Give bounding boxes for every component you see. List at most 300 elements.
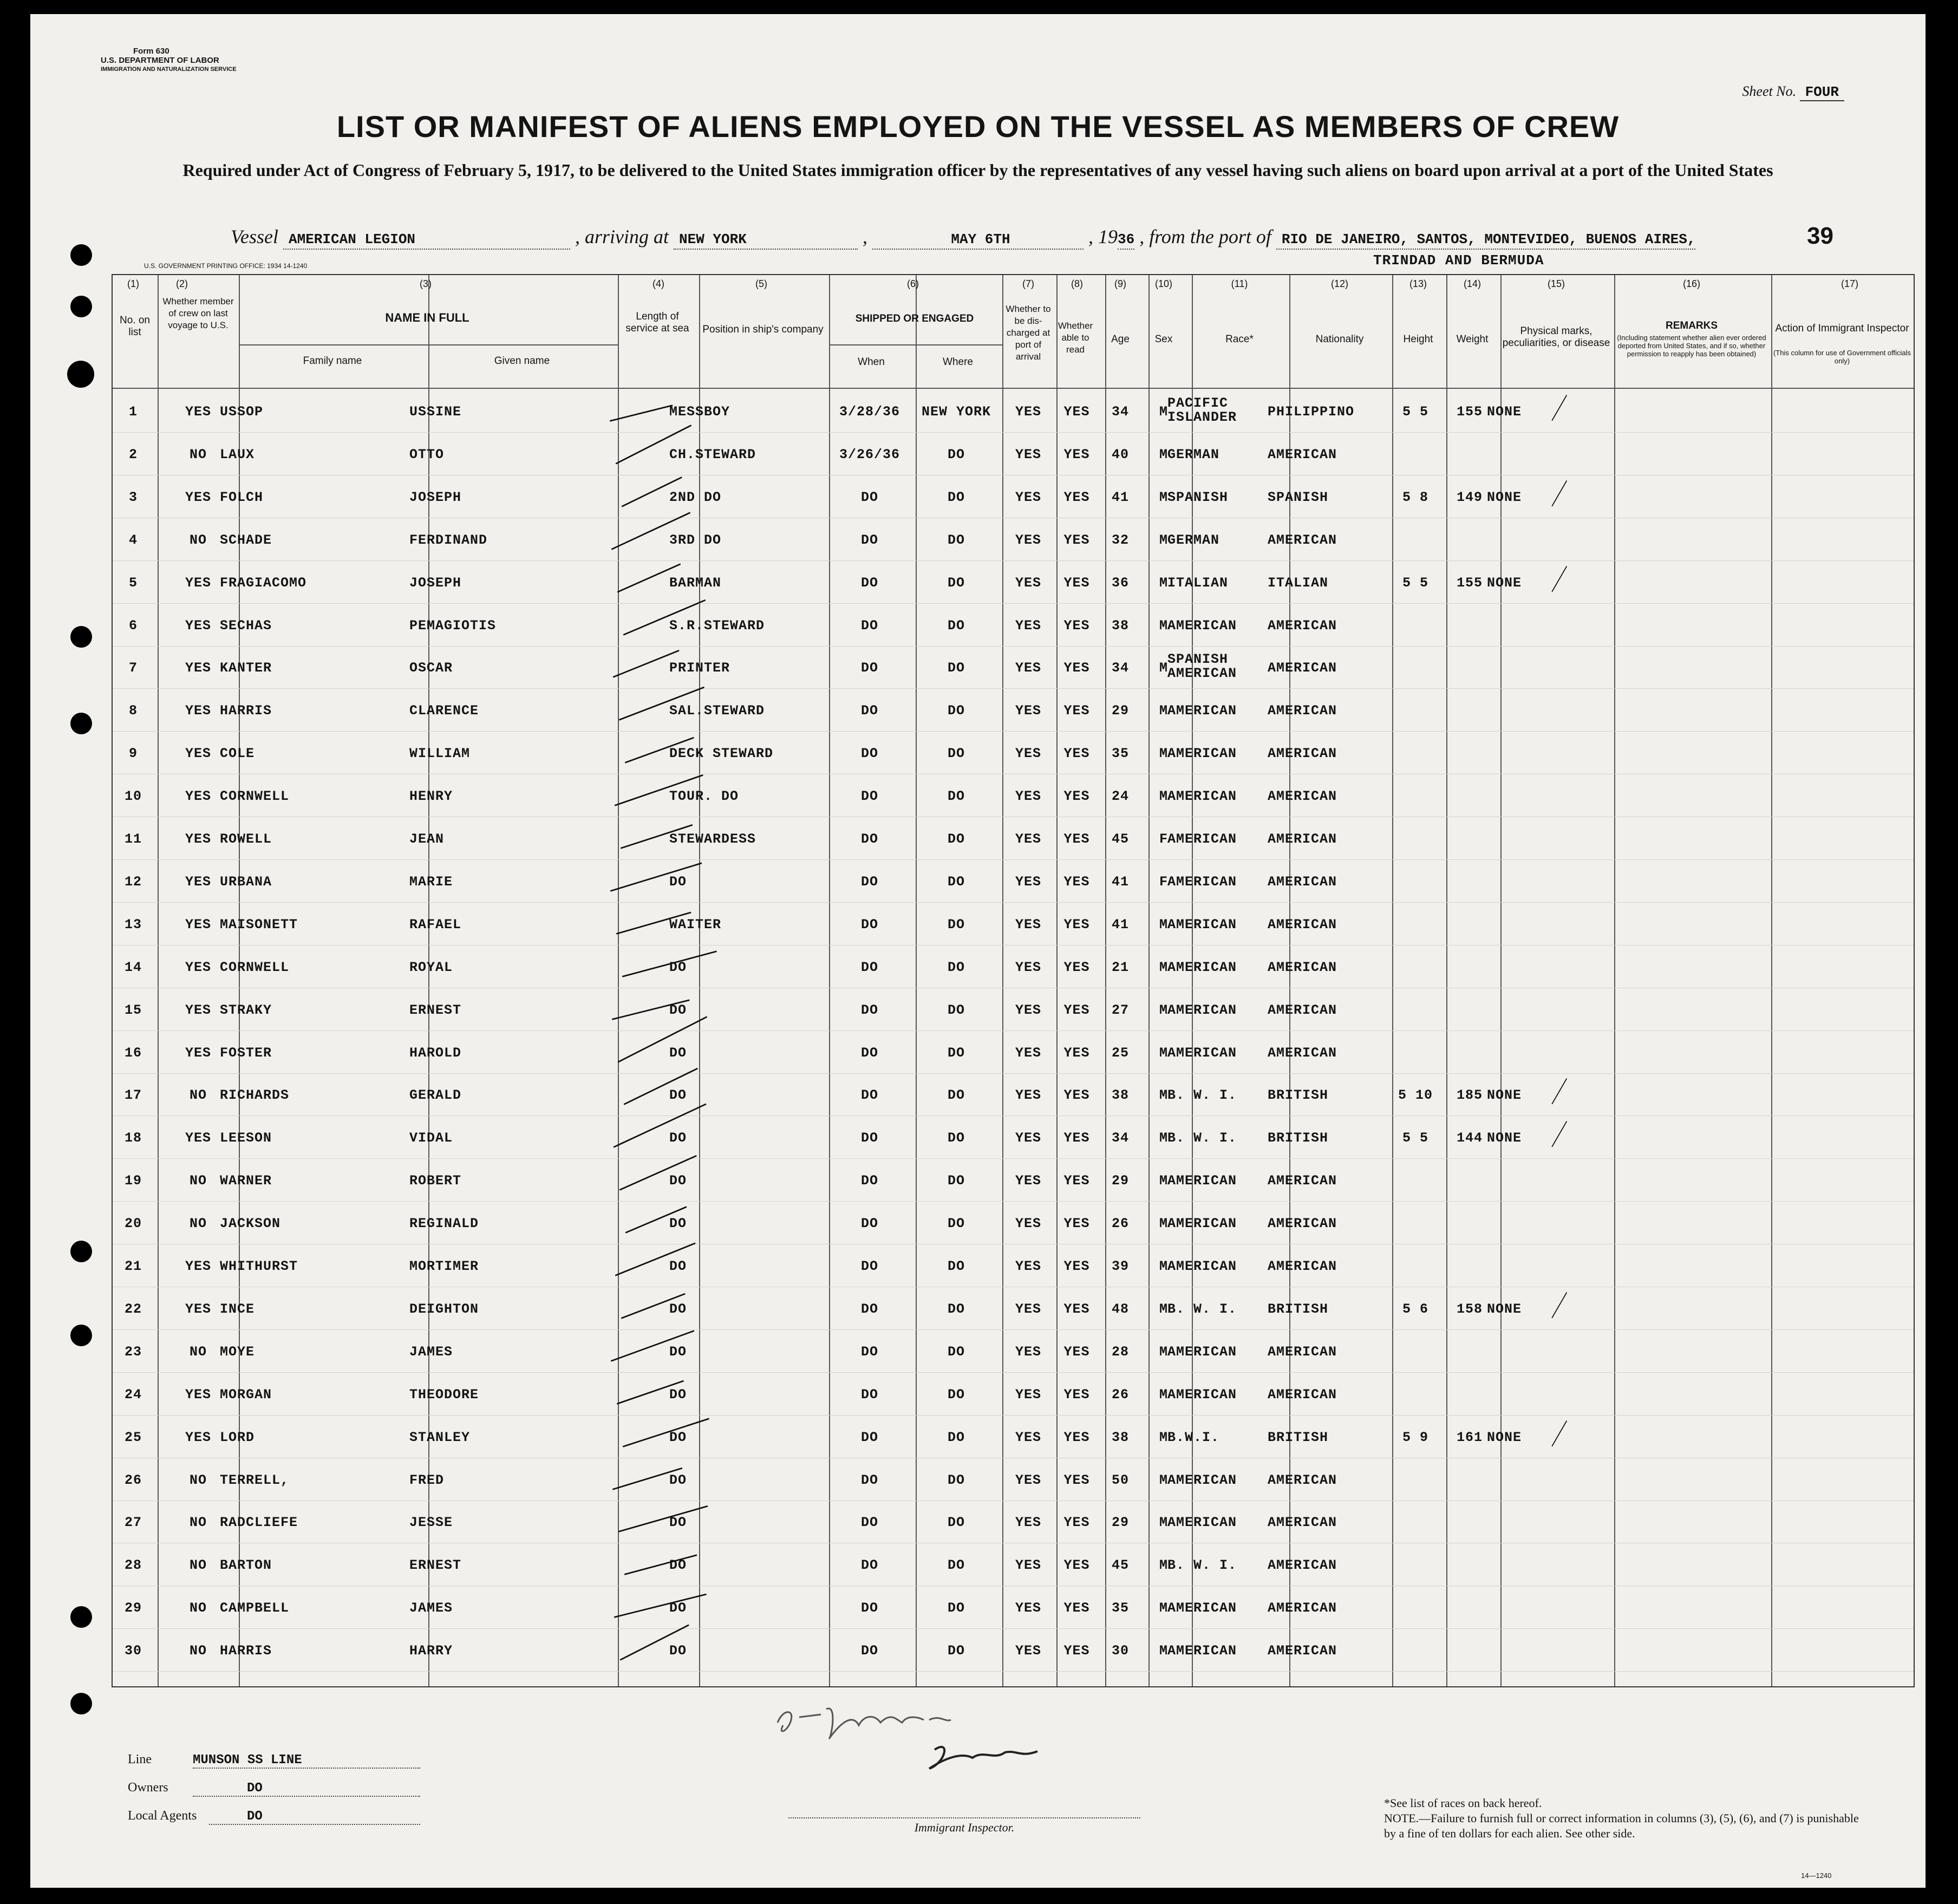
- cell-age: 34: [1111, 660, 1129, 676]
- cell-where: DO: [947, 788, 965, 805]
- row-rule: [113, 1073, 1914, 1074]
- cell-race: GERMAN: [1167, 532, 1220, 548]
- cell-no: 6: [128, 617, 138, 634]
- agents-label: Local Agents: [128, 1809, 197, 1823]
- printer-line: U.S. GOVERNMENT PRINTING OFFICE: 1934 14-1240: [144, 262, 308, 270]
- cell-age: 41: [1111, 489, 1129, 505]
- cell-sex: M: [1159, 1130, 1168, 1146]
- cell-no: 13: [124, 916, 142, 933]
- cell-read: YES: [1063, 703, 1090, 719]
- cell-when: DO: [860, 1643, 878, 1659]
- cell-race: AMERICAN: [1167, 788, 1237, 805]
- cell-family: COLE: [220, 746, 255, 762]
- owners-row: [128, 1781, 420, 1797]
- cell-sex: M: [1159, 1087, 1168, 1104]
- hdr-discharged: Whether to be dis-charged at port of arrival: [1006, 304, 1051, 362]
- cell-read: YES: [1063, 1301, 1090, 1317]
- cell-given: HARRY: [409, 1643, 453, 1659]
- cell-voyage: NO: [189, 1643, 207, 1659]
- cell-where: DO: [947, 660, 965, 676]
- cell-race: B. W. I.: [1167, 1301, 1237, 1317]
- cell-given: OSCAR: [409, 660, 453, 676]
- cell-no: 14: [124, 959, 142, 975]
- cell-voyage: YES: [185, 788, 211, 805]
- cell-voyage: YES: [185, 1045, 211, 1061]
- cell-voyage: YES: [185, 1429, 211, 1445]
- cell-sex: F: [1159, 873, 1168, 890]
- cell-where: DO: [947, 1515, 965, 1531]
- cell-discharged: YES: [1015, 1643, 1041, 1659]
- row-rule: [113, 688, 1914, 689]
- cell-sex: M: [1159, 1173, 1168, 1189]
- cell-family: WHITHURST: [220, 1259, 298, 1274]
- cell-marks: NONE: [1487, 404, 1522, 420]
- cell-race: AMERICAN: [1167, 1386, 1237, 1403]
- hdr-race: Race*: [1225, 334, 1254, 345]
- cell-discharged: YES: [1015, 404, 1041, 420]
- cell-voyage: YES: [185, 831, 211, 847]
- cell-no: 20: [124, 1216, 142, 1232]
- cell-no: 30: [124, 1643, 142, 1659]
- cell-read: YES: [1063, 617, 1090, 634]
- cell-read: YES: [1063, 873, 1090, 890]
- cell-family: JACKSON: [220, 1216, 281, 1232]
- cell-where: DO: [947, 703, 965, 719]
- cell-race: AMERICAN: [1167, 1173, 1237, 1189]
- cell-no: 23: [124, 1344, 142, 1360]
- cell-nationality: AMERICAN: [1268, 1216, 1337, 1232]
- cell-position: S.R.STEWARD: [669, 617, 765, 634]
- col-number: (15): [1547, 278, 1565, 289]
- cell-position: WAITER: [669, 916, 722, 933]
- cell-where: DO: [947, 532, 965, 548]
- cell-nationality: AMERICAN: [1268, 1386, 1337, 1403]
- cell-voyage: YES: [185, 1002, 211, 1018]
- cell-marks: NONE: [1487, 1429, 1522, 1445]
- year-prefix: , 19: [1088, 226, 1118, 247]
- cell-age: 26: [1111, 1216, 1129, 1232]
- cell-race: AMERICAN: [1167, 1259, 1237, 1274]
- cell-no: 29: [124, 1600, 142, 1616]
- cell-race: SPANISH AMERICAN: [1167, 651, 1237, 682]
- cell-where: DO: [947, 1045, 965, 1061]
- punch-hole: [70, 296, 92, 317]
- owners-value: DO: [193, 1781, 420, 1797]
- hdr-sex: Sex: [1154, 334, 1173, 345]
- cell-discharged: YES: [1015, 1301, 1041, 1317]
- cell-race: AMERICAN: [1167, 916, 1237, 933]
- row-rule: [113, 1372, 1914, 1373]
- cell-when: DO: [860, 1472, 878, 1488]
- cell-given: WILLIAM: [409, 746, 471, 762]
- cell-sex: M: [1159, 1002, 1168, 1018]
- cell-when: DO: [860, 1429, 878, 1445]
- cell-height: 5 5: [1402, 404, 1428, 420]
- cell-given: HENRY: [409, 788, 453, 805]
- line-label: Line: [128, 1752, 152, 1766]
- row-rule: [113, 731, 1914, 732]
- row-rule: [113, 560, 1914, 561]
- punch-hole: [70, 1241, 92, 1262]
- cell-when: DO: [860, 660, 878, 676]
- cell-race: ITALIAN: [1167, 575, 1229, 591]
- cell-voyage: YES: [185, 489, 211, 505]
- line-row: [128, 1752, 420, 1769]
- cell-race: AMERICAN: [1167, 1643, 1237, 1659]
- cell-when: DO: [860, 1002, 878, 1018]
- cell-age: 32: [1111, 532, 1129, 548]
- cell-no: 12: [124, 873, 142, 890]
- cell-marks: NONE: [1487, 575, 1522, 591]
- cell-no: 15: [124, 1002, 142, 1018]
- cell-family: CAMPBELL: [220, 1600, 290, 1616]
- cell-read: YES: [1063, 1002, 1090, 1018]
- cell-given: JEAN: [409, 831, 445, 847]
- department: U.S. DEPARTMENT OF LABOR: [101, 56, 219, 65]
- col-number: (7): [1022, 278, 1034, 289]
- cell-race: AMERICAN: [1167, 746, 1237, 762]
- cell-no: 25: [124, 1429, 142, 1445]
- cell-read: YES: [1063, 660, 1090, 676]
- cell-no: 7: [128, 660, 138, 676]
- cell-family: SECHAS: [220, 617, 272, 634]
- cell-family: URBANA: [220, 873, 272, 890]
- cell-voyage: YES: [185, 575, 211, 591]
- cell-age: 21: [1111, 959, 1129, 975]
- cell-sex: M: [1159, 1515, 1168, 1531]
- cell-read: YES: [1063, 916, 1090, 933]
- page-number: 39: [1807, 223, 1833, 249]
- cell-position: DO: [669, 1002, 687, 1018]
- cell-nationality: PHILIPPINO: [1268, 404, 1355, 420]
- cell-no: 2: [128, 446, 138, 462]
- cell-where: NEW YORK: [921, 404, 991, 420]
- cell-read: YES: [1063, 959, 1090, 975]
- cell-weight: 185: [1456, 1087, 1483, 1104]
- cell-family: TERRELL,: [220, 1472, 290, 1488]
- cell-nationality: AMERICAN: [1268, 617, 1337, 634]
- cell-read: YES: [1063, 1045, 1090, 1061]
- cell-sex: M: [1159, 1600, 1168, 1616]
- cell-age: 29: [1111, 703, 1129, 719]
- cell-marks: NONE: [1487, 1130, 1522, 1146]
- note-text: —Failure to furnish full or correct information in columns (3), (5), (6), and (7) is punishable by a fine of ten dollars for each alien. See other side.: [1384, 1811, 1859, 1840]
- cell-no: 4: [128, 532, 138, 548]
- cell-discharged: YES: [1015, 1002, 1041, 1018]
- cell-race: B. W. I.: [1167, 1087, 1237, 1104]
- cell-no: 26: [124, 1472, 142, 1488]
- cell-when: DO: [860, 1130, 878, 1146]
- row-rule: [113, 902, 1914, 903]
- cell-discharged: YES: [1015, 1344, 1041, 1360]
- inspector-line: Immigrant Inspector.: [788, 1817, 1140, 1835]
- cell-family: LAUX: [220, 446, 255, 462]
- cell-age: 35: [1111, 1600, 1129, 1616]
- manifest-sheet: [30, 14, 1926, 1888]
- cell-given: JOSEPH: [409, 489, 462, 505]
- cell-marks: NONE: [1487, 1087, 1522, 1104]
- cell-no: 3: [128, 489, 138, 505]
- cell-when: DO: [860, 489, 878, 505]
- cell-age: 38: [1111, 617, 1129, 634]
- cell-discharged: YES: [1015, 617, 1041, 634]
- cell-race: AMERICAN: [1167, 1002, 1237, 1018]
- punch-hole: [70, 1606, 92, 1628]
- cell-given: ERNEST: [409, 1002, 462, 1018]
- cell-where: DO: [947, 1216, 965, 1232]
- row-rule: [113, 1201, 1914, 1202]
- port-line-2: TRINDAD AND BERMUDA: [1373, 252, 1544, 269]
- cell-weight: 155: [1456, 575, 1483, 591]
- cell-position: DO: [669, 1216, 687, 1232]
- cell-read: YES: [1063, 1130, 1090, 1146]
- cell-given: DEIGHTON: [409, 1301, 479, 1317]
- cell-when: DO: [860, 1216, 878, 1232]
- cell-voyage: YES: [185, 959, 211, 975]
- cell-read: YES: [1063, 1643, 1090, 1659]
- col-number: (9): [1114, 278, 1126, 289]
- cell-when: DO: [860, 1173, 878, 1189]
- cell-read: YES: [1063, 1173, 1090, 1189]
- cell-read: YES: [1063, 1259, 1090, 1274]
- cell-sex: M: [1159, 916, 1168, 933]
- cell-read: YES: [1063, 1386, 1090, 1403]
- col-number: (12): [1330, 278, 1348, 289]
- cell-position: MESSBOY: [669, 404, 730, 420]
- row-rule: [113, 859, 1914, 860]
- cell-height: 5 8: [1402, 489, 1428, 505]
- agents-row: [128, 1809, 420, 1825]
- cell-nationality: BRITISH: [1268, 1130, 1329, 1146]
- col-number: (16): [1682, 278, 1700, 289]
- cell-family: LORD: [220, 1429, 255, 1445]
- cell-when: DO: [860, 1087, 878, 1104]
- cell-voyage: YES: [185, 404, 211, 420]
- cell-read: YES: [1063, 1429, 1090, 1445]
- cell-age: 48: [1111, 1301, 1129, 1317]
- cell-sex: M: [1159, 404, 1168, 420]
- col-number: (10): [1154, 278, 1172, 289]
- arrival-year: 36: [1118, 231, 1134, 250]
- hdr-voyage: Whether member of crew on last voyage to U.S.: [162, 296, 234, 330]
- cell-voyage: NO: [189, 1515, 207, 1531]
- cell-sex: M: [1159, 1216, 1168, 1232]
- punch-hole: [70, 1325, 92, 1346]
- cell-read: YES: [1063, 404, 1090, 420]
- cell-no: 18: [124, 1130, 142, 1146]
- cell-voyage: NO: [189, 1472, 207, 1488]
- cell-nationality: AMERICAN: [1268, 660, 1337, 676]
- cell-where: DO: [947, 1002, 965, 1018]
- cell-when: DO: [860, 532, 878, 548]
- cell-where: DO: [947, 1301, 965, 1317]
- cell-no: 11: [124, 831, 142, 847]
- cell-nationality: ITALIAN: [1268, 575, 1329, 591]
- cell-voyage: NO: [189, 1173, 207, 1189]
- page-title: LIST OR MANIFEST OF ALIENS EMPLOYED ON THE VESSEL AS MEMBERS OF CREW: [336, 109, 1620, 144]
- cell-race: B. W. I.: [1167, 1557, 1237, 1574]
- cell-given: PEMAGIOTIS: [409, 617, 497, 634]
- cell-where: DO: [947, 575, 965, 591]
- cell-age: 41: [1111, 873, 1129, 890]
- port-label: , from the port of: [1139, 226, 1271, 247]
- cell-nationality: AMERICAN: [1268, 1643, 1337, 1659]
- cell-sex: M: [1159, 1259, 1168, 1274]
- cell-family: MORGAN: [220, 1386, 272, 1403]
- vessel-name: AMERICAN LEGION: [283, 231, 570, 250]
- cell-position: 3RD DO: [669, 532, 722, 548]
- cell-discharged: YES: [1015, 916, 1041, 933]
- cell-no: 10: [124, 788, 142, 805]
- cell-discharged: YES: [1015, 1600, 1041, 1616]
- col-number: (14): [1463, 278, 1481, 289]
- cell-voyage: YES: [185, 916, 211, 933]
- cell-sex: M: [1159, 1472, 1168, 1488]
- cell-family: MOYE: [220, 1344, 255, 1360]
- cell-given: VIDAL: [409, 1130, 453, 1146]
- cell-voyage: NO: [189, 1216, 207, 1232]
- cell-position: TOUR. DO: [669, 788, 739, 805]
- cell-given: MORTIMER: [409, 1259, 479, 1274]
- cell-when: DO: [860, 1301, 878, 1317]
- cell-no: 22: [124, 1301, 142, 1317]
- cell-given: STANLEY: [409, 1429, 471, 1445]
- cell-no: 8: [128, 703, 138, 719]
- cell-when: DO: [860, 703, 878, 719]
- cell-position: 2ND DO: [669, 489, 722, 505]
- cell-nationality: AMERICAN: [1268, 1472, 1337, 1488]
- punch-hole: [70, 626, 92, 648]
- cell-age: 27: [1111, 1002, 1129, 1018]
- cell-when: DO: [860, 1344, 878, 1360]
- cell-given: JOSEPH: [409, 575, 462, 591]
- cell-position: DO: [669, 1259, 687, 1274]
- sheet-label: Sheet No.: [1742, 83, 1797, 99]
- cell-when: 3/26/36: [839, 446, 900, 462]
- cell-position: STEWARDESS: [669, 831, 756, 847]
- cell-sex: M: [1159, 1386, 1168, 1403]
- cell-nationality: BRITISH: [1268, 1301, 1329, 1317]
- cell-family: FOLCH: [220, 489, 264, 505]
- row-rule: [113, 603, 1914, 604]
- punch-hole: [67, 361, 94, 388]
- hdr-length: Length of service at sea: [625, 311, 689, 334]
- cell-discharged: YES: [1015, 703, 1041, 719]
- cell-where: DO: [947, 1386, 965, 1403]
- cell-age: 50: [1111, 1472, 1129, 1488]
- cell-given: THEODORE: [409, 1386, 479, 1403]
- cell-race: AMERICAN: [1167, 831, 1237, 847]
- cell-discharged: YES: [1015, 575, 1041, 591]
- cell-position: DO: [669, 959, 687, 975]
- cell-read: YES: [1063, 788, 1090, 805]
- port-line-1: RIO DE JANEIRO, SANTOS, MONTEVIDEO, BUENOS AIRES,: [1276, 231, 1696, 250]
- cell-no: 19: [124, 1173, 142, 1189]
- cell-voyage: YES: [185, 1130, 211, 1146]
- cell-discharged: YES: [1015, 746, 1041, 762]
- cell-voyage: NO: [189, 1087, 207, 1104]
- cell-where: DO: [947, 446, 965, 462]
- cell-read: YES: [1063, 831, 1090, 847]
- cell-discharged: YES: [1015, 788, 1041, 805]
- cell-sex: M: [1159, 446, 1168, 462]
- cell-age: 38: [1111, 1087, 1129, 1104]
- row-rule: [113, 1415, 1914, 1416]
- cell-family: CORNWELL: [220, 959, 290, 975]
- cell-where: DO: [947, 873, 965, 890]
- arriving-label: , arriving at: [575, 226, 669, 247]
- cell-nationality: AMERICAN: [1268, 1259, 1337, 1274]
- cell-weight: 149: [1456, 489, 1483, 505]
- cell-voyage: YES: [185, 703, 211, 719]
- cell-position: BARMAN: [669, 575, 722, 591]
- cell-family: RICHARDS: [220, 1087, 290, 1104]
- cell-voyage: NO: [189, 1600, 207, 1616]
- cell-age: 26: [1111, 1386, 1129, 1403]
- col-number: (5): [755, 278, 767, 289]
- cell-sex: M: [1159, 1643, 1168, 1659]
- cell-family: INCE: [220, 1301, 255, 1317]
- col-number: (1): [127, 278, 139, 289]
- cell-position: DO: [669, 1386, 687, 1403]
- cell-sex: M: [1159, 1045, 1168, 1061]
- cell-when: DO: [860, 746, 878, 762]
- sheet-value: FOUR: [1800, 84, 1844, 101]
- cell-no: 24: [124, 1386, 142, 1403]
- cell-given: JAMES: [409, 1344, 453, 1360]
- cell-race: AMERICAN: [1167, 873, 1237, 890]
- hdr-where: Where: [943, 356, 973, 368]
- cell-race: GERMAN: [1167, 446, 1220, 462]
- col-number: (17): [1840, 278, 1858, 289]
- cell-where: DO: [947, 1557, 965, 1574]
- form-info: [101, 47, 237, 74]
- row-rule: [113, 1329, 1914, 1330]
- cell-height: 5 5: [1402, 1130, 1428, 1146]
- row-rule: [113, 1628, 1914, 1629]
- hdr-name: NAME IN FULL: [385, 311, 469, 324]
- cell-family: HARRIS: [220, 1643, 272, 1659]
- hdr-no: No. on list: [120, 315, 150, 338]
- cell-race: AMERICAN: [1167, 1344, 1237, 1360]
- cell-given: ERNEST: [409, 1557, 462, 1574]
- cell-position: DO: [669, 1045, 687, 1061]
- cell-discharged: YES: [1015, 1216, 1041, 1232]
- cell-age: 38: [1111, 1429, 1129, 1445]
- cell-marks: NONE: [1487, 1301, 1522, 1317]
- cell-discharged: YES: [1015, 1557, 1041, 1574]
- hdr-remarks-note: (Including statement whether alien ever ordered deported from United States, and if so, whether permission to reapply has been obtained): [1617, 334, 1766, 358]
- row-rule: [113, 646, 1914, 647]
- cell-age: 40: [1111, 446, 1129, 462]
- cell-where: DO: [947, 617, 965, 634]
- cell-read: YES: [1063, 1216, 1090, 1232]
- cell-age: 36: [1111, 575, 1129, 591]
- vessel-line: Vessel AMERICAN LEGION , arriving at NEW YORK , MAY 6TH , 1936 , from the port of RIO DE JANEIRO, SANTOS, MONTEVIDEO, BUENOS AIRES,: [231, 225, 1695, 250]
- cell-discharged: YES: [1015, 1087, 1041, 1104]
- cell-given: MARIE: [409, 873, 453, 890]
- cell-position: DO: [669, 1515, 687, 1531]
- cell-where: DO: [947, 1173, 965, 1189]
- cell-nationality: AMERICAN: [1268, 873, 1337, 890]
- cell-age: 25: [1111, 1045, 1129, 1061]
- cell-weight: 144: [1456, 1130, 1483, 1146]
- cell-given: USSINE: [409, 404, 462, 420]
- cell-nationality: AMERICAN: [1268, 1600, 1337, 1616]
- cell-family: CORNWELL: [220, 788, 290, 805]
- cell-where: DO: [947, 1643, 965, 1659]
- cell-discharged: YES: [1015, 660, 1041, 676]
